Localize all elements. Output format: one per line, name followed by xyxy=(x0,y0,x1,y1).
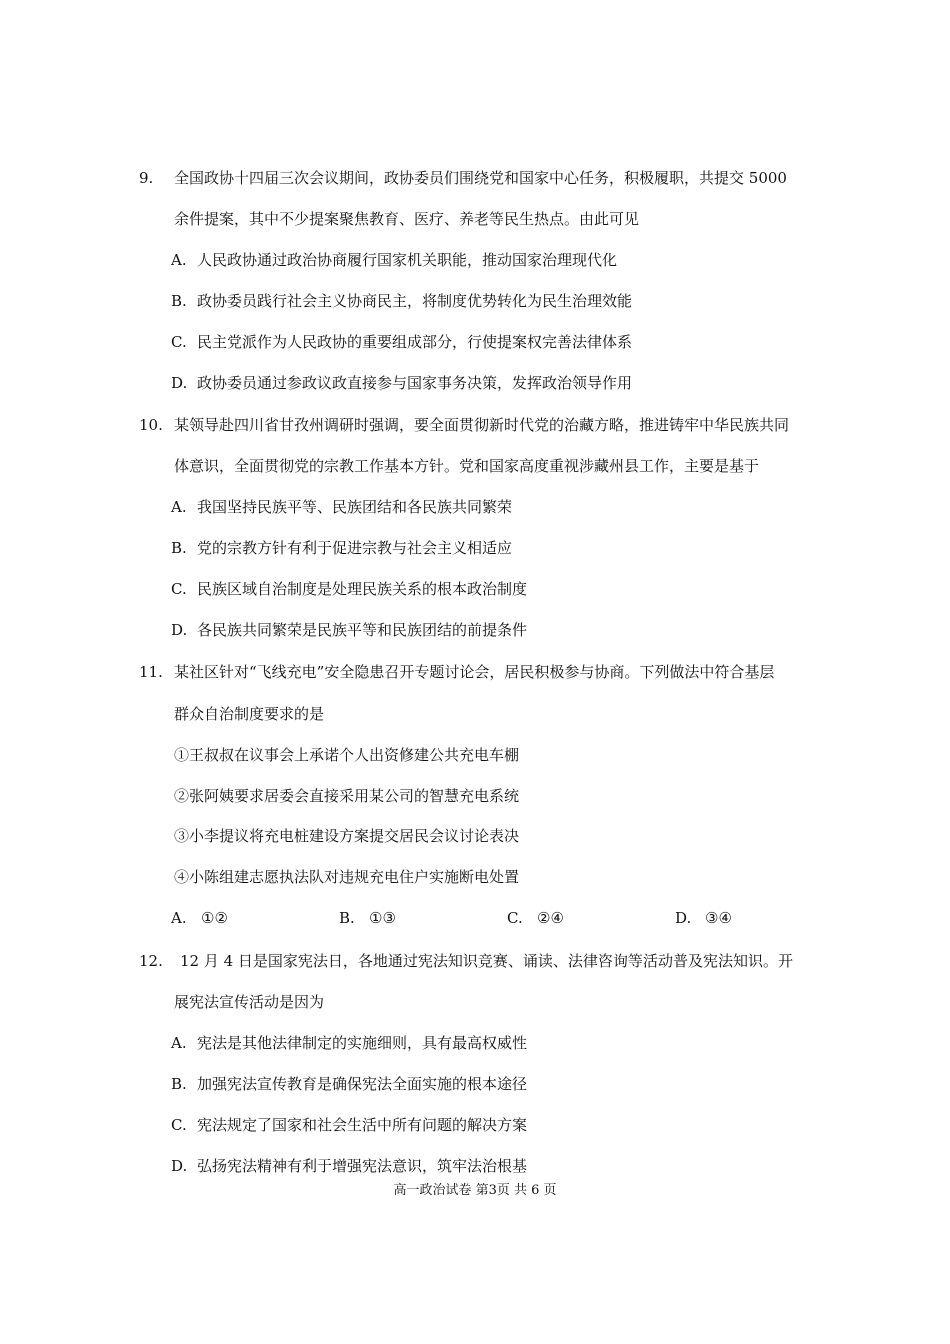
choice-text: ①② xyxy=(201,909,228,927)
statement: ④小陈组建志愿执法队对违规充电住户实施断电处置 xyxy=(174,868,520,886)
option-text: 民族区域自治制度是处理民族关系的根本政治制度 xyxy=(197,580,528,598)
option-text: 民主党派作为人民政协的重要组成部分，行使提案权完善法律体系 xyxy=(197,333,633,351)
option-text: 加强宪法宣传教育是确保宪法全面实施的根本途径 xyxy=(197,1075,528,1093)
option-letter: C. xyxy=(171,1116,187,1134)
choice-letter: B. xyxy=(339,909,355,927)
option-text: 各民族共同繁荣是民族平等和民族团结的前提条件 xyxy=(197,621,528,639)
choice-b xyxy=(339,908,396,928)
question-stem-continuation: 体意识，全面贯彻党的宗教工作基本方针。党和国家高度重视涉藏州县工作，主要是基于 xyxy=(174,457,760,475)
option-letter: A. xyxy=(171,498,187,516)
option-letter: B. xyxy=(171,292,187,310)
option-letter: B. xyxy=(171,1075,187,1093)
option-text: 政协委员践行社会主义协商民主，将制度优势转化为民生治理效能 xyxy=(197,292,633,310)
option-text: 宪法是其他法律制定的实施细则，具有最高权威性 xyxy=(197,1034,528,1052)
question-stem: 12 月 4 日是国家宪法日，各地通过宪法知识竞赛、诵读、法律咨询等活动普及宪法知识。开 xyxy=(180,952,793,970)
statement: ③小李提议将充电桩建设方案提交居民会议讨论表决 xyxy=(174,827,520,845)
choice-text: ①③ xyxy=(369,909,396,927)
statement: ①王叔叔在议事会上承诺个人出资修建公共充电车棚 xyxy=(174,746,520,764)
question-number: 9. xyxy=(139,169,154,187)
option-text: 党的宗教方针有利于促进宗教与社会主义相适应 xyxy=(197,539,513,557)
page-footer: 高一政治试卷 第3页 共 6 页 xyxy=(393,1183,557,1198)
option-text: 我国坚持民族平等、民族团结和各民族共同繁荣 xyxy=(197,498,513,516)
option-letter: D. xyxy=(171,374,188,392)
option-letter: C. xyxy=(171,580,187,598)
question-number: 11. xyxy=(139,663,163,681)
option-text: 宪法规定了国家和社会生活中所有问题的解决方案 xyxy=(197,1116,528,1134)
choice-text: ③④ xyxy=(705,909,732,927)
statement: ②张阿姨要求居委会直接采用某公司的智慧充电系统 xyxy=(174,787,520,805)
choice-text: ②④ xyxy=(537,909,564,927)
question-number: 12. xyxy=(139,952,163,970)
option-text: 政协委员通过参政议政直接参与国家事务决策，发挥政治领导作用 xyxy=(197,374,633,392)
option-letter: D. xyxy=(171,621,188,639)
option-text: 人民政协通过政治协商履行国家机关职能，推动国家治理现代化 xyxy=(197,251,618,269)
question-stem-continuation: 群众自治制度要求的是 xyxy=(174,705,325,723)
option-letter: A. xyxy=(171,251,187,269)
question-number: 10. xyxy=(139,416,163,434)
choice-letter: D. xyxy=(675,909,692,927)
question-stem: 某领导赴四川省甘孜州调研时强调，要全面贯彻新时代党的治藏方略，推进铸牢中华民族共同 xyxy=(174,416,790,434)
option-text: 弘扬宪法精神有利于增强宪法意识，筑牢法治根基 xyxy=(197,1157,528,1175)
choice-a xyxy=(171,908,228,928)
option-letter: A. xyxy=(171,1034,187,1052)
option-letter: D. xyxy=(171,1157,188,1175)
question-stem: 全国政协十四届三次会议期间，政协委员们围绕党和国家中心任务，积极履职，共提交 5000 xyxy=(174,169,787,187)
choice-c xyxy=(507,908,564,928)
choice-d xyxy=(675,908,732,928)
question-stem: 某社区针对“飞线充电”安全隐患召开专题讨论会，居民积极参与协商。下列做法中符合基层 xyxy=(174,663,775,681)
choice-letter: C. xyxy=(507,909,523,927)
option-letter: B. xyxy=(171,539,187,557)
question-stem-continuation: 余件提案，其中不少提案聚焦教育、医疗、养老等民生热点。由此可见 xyxy=(174,210,640,228)
option-letter: C. xyxy=(171,333,187,351)
choice-letter: A. xyxy=(171,909,187,927)
question-stem-continuation: 展宪法宣传活动是因为 xyxy=(174,993,325,1011)
